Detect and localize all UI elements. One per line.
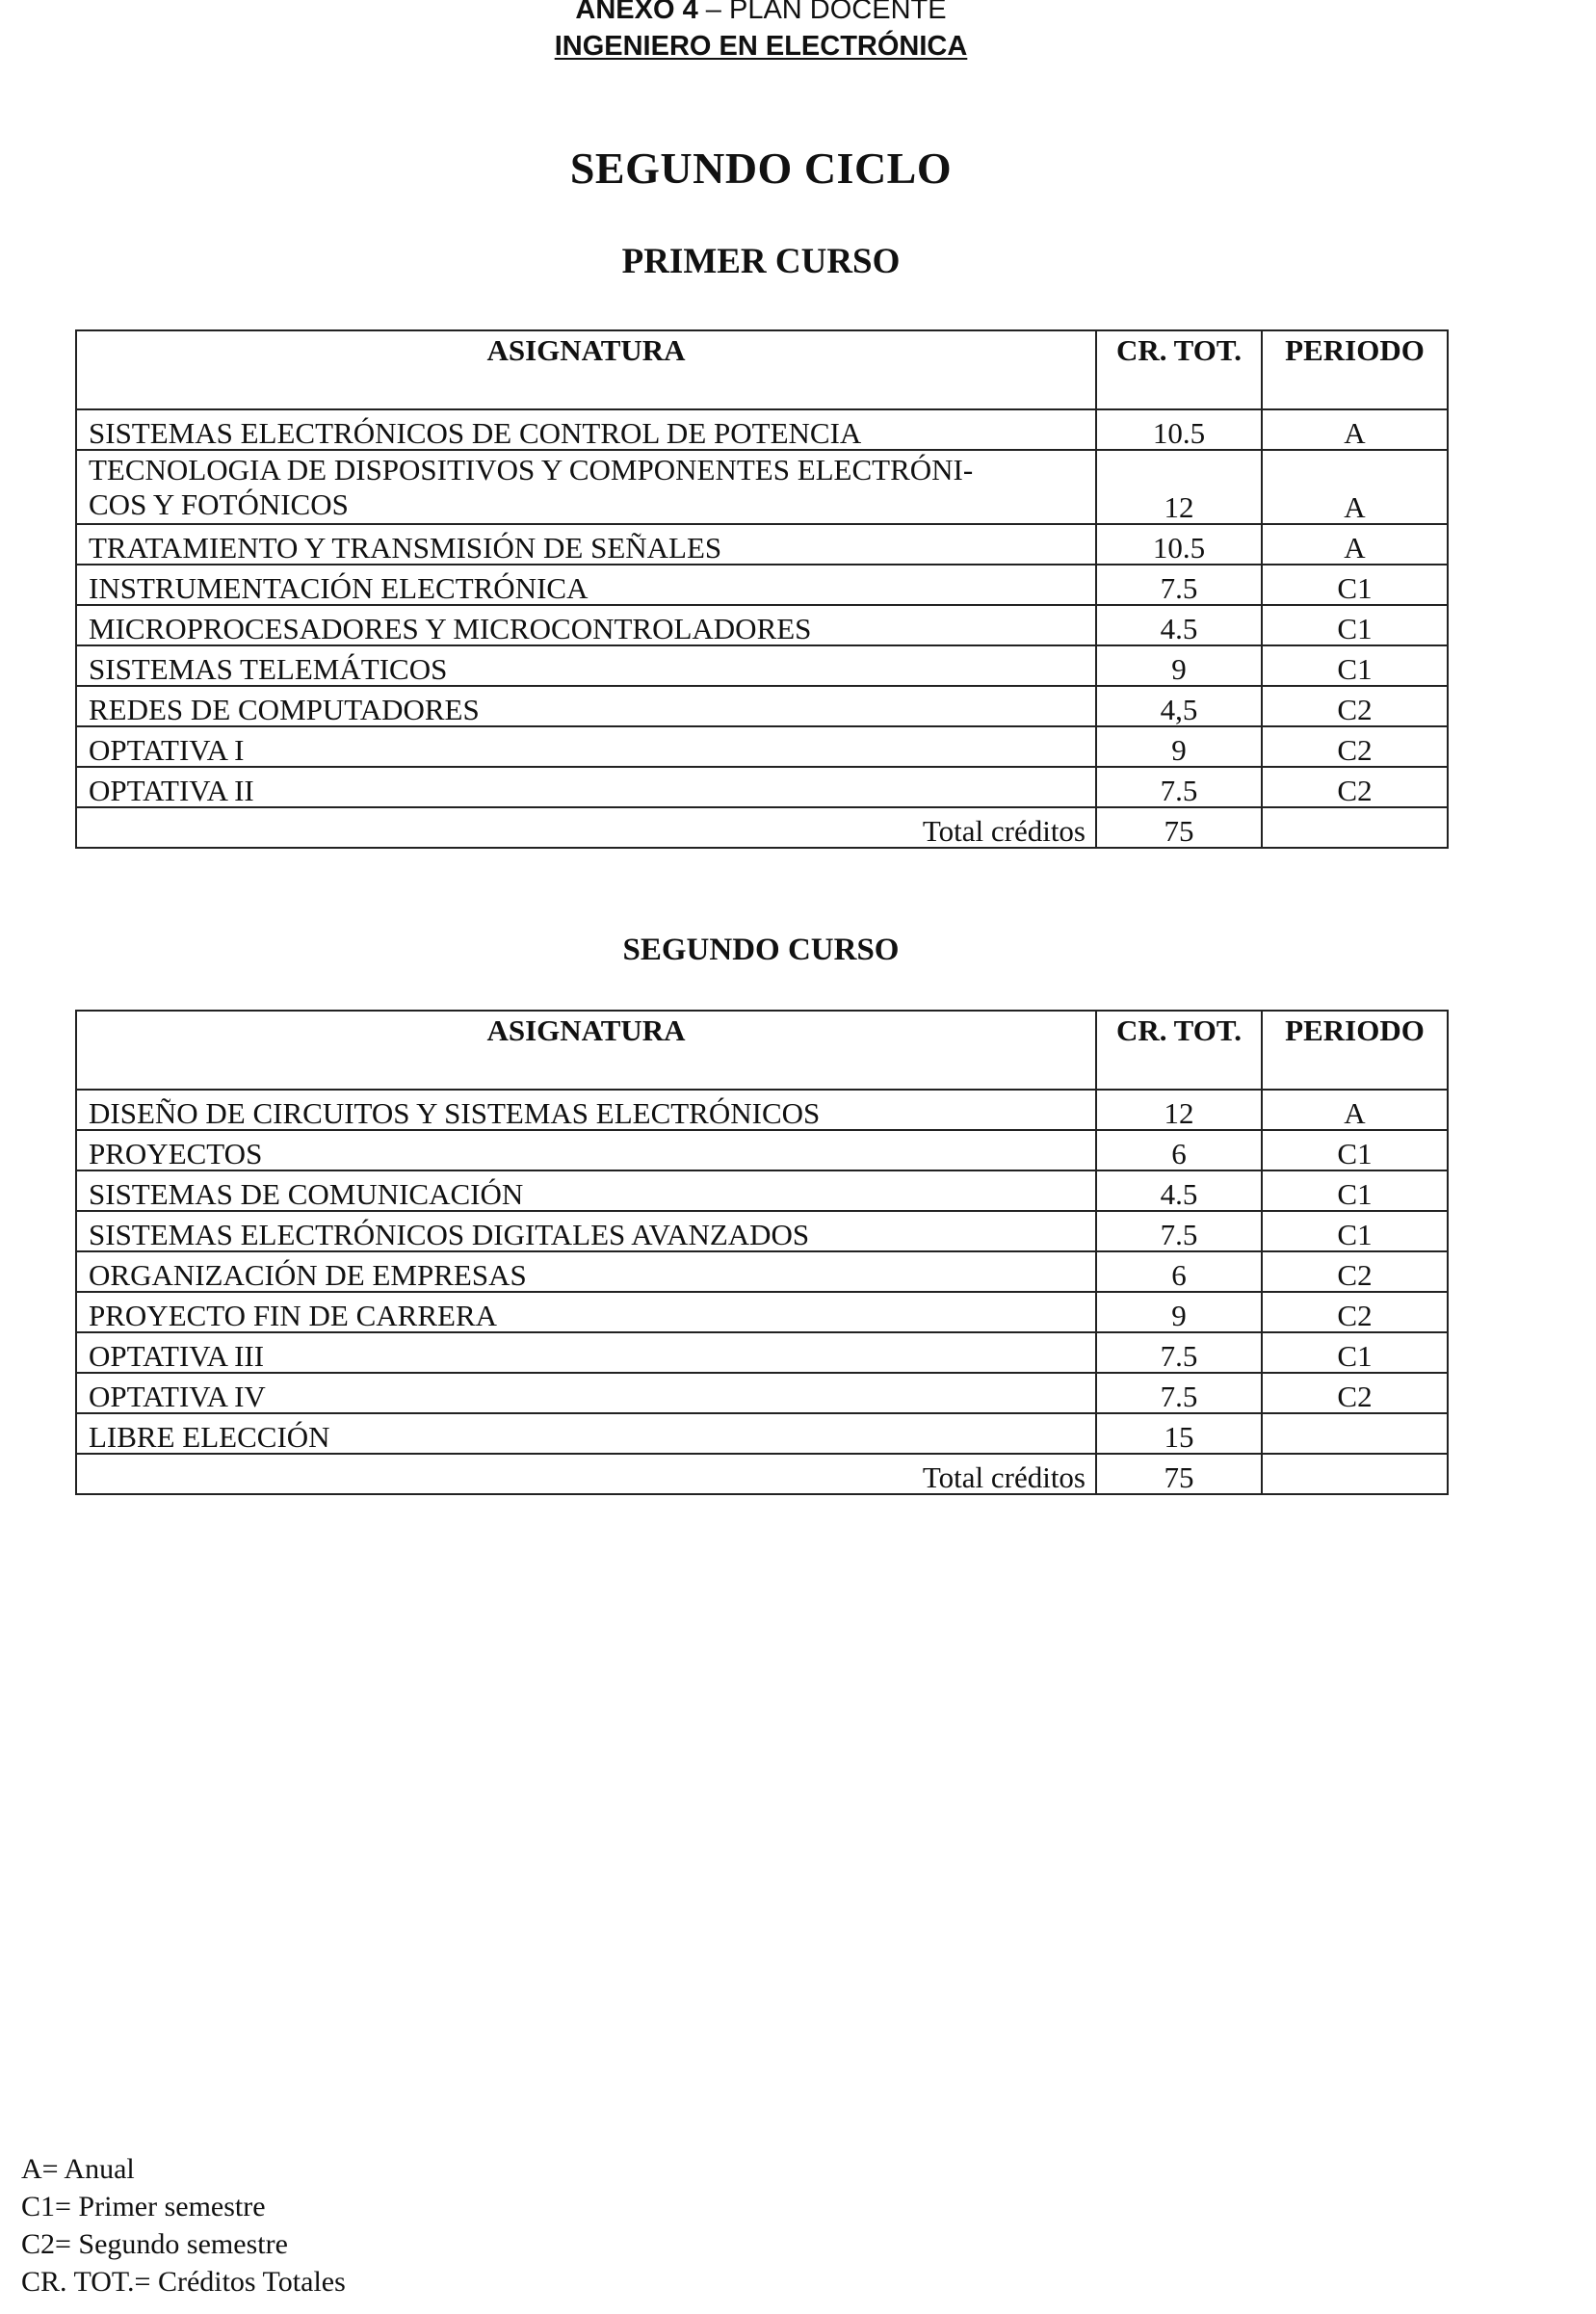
- period-cell: C1: [1262, 1332, 1448, 1373]
- legend-item: C2= Segundo semestre: [21, 2228, 288, 2260]
- period-cell: C1: [1262, 1130, 1448, 1170]
- table-row: [76, 409, 1448, 450]
- total-credits: 75: [1096, 807, 1262, 848]
- credits-cell: 9: [1096, 645, 1262, 686]
- total-period-empty: [1262, 807, 1448, 848]
- table-row: [76, 565, 1448, 605]
- total-row: [76, 1454, 1448, 1494]
- subject-cell: MICROPROCESADORES Y MICROCONTROLADORES: [76, 605, 1096, 645]
- period-cell: A: [1262, 1090, 1448, 1130]
- credits-cell: 7.5: [1096, 565, 1262, 605]
- total-label: Total créditos: [76, 807, 1096, 848]
- subject-cell: PROYECTOS: [76, 1130, 1096, 1170]
- total-label: Total créditos: [76, 1454, 1096, 1494]
- table-row: [76, 1090, 1448, 1130]
- period-cell: C2: [1262, 1251, 1448, 1292]
- table-row: [76, 1170, 1448, 1211]
- subject-cell: SISTEMAS TELEMÁTICOS: [76, 645, 1096, 686]
- annex-heading: [0, 0, 1522, 26]
- period-cell: A: [1262, 524, 1448, 565]
- subject-line-2: COS Y FOTÓNICOS: [89, 487, 349, 521]
- subject-cell: OPTATIVA I: [76, 726, 1096, 767]
- column-header-subject: ASIGNATURA: [76, 330, 1096, 409]
- legend-item: CR. TOT.= Créditos Totales: [21, 2266, 346, 2298]
- credits-cell: 12: [1096, 1090, 1262, 1130]
- subject-line-1: TECNOLOGIA DE DISPOSITIVOS Y COMPONENTES ELECTRÓNI-: [89, 453, 974, 486]
- second-course-title: SEGUNDO CURSO: [622, 933, 900, 967]
- subject-cell: SISTEMAS ELECTRÓNICOS DE CONTROL DE POTENCIA: [76, 409, 1096, 450]
- table-row: [76, 686, 1448, 726]
- column-header-period: PERIODO: [1262, 330, 1448, 409]
- subject-cell: TRATAMIENTO Y TRANSMISIÓN DE SEÑALES: [76, 524, 1096, 565]
- period-cell: A: [1262, 450, 1448, 524]
- table-row: [76, 450, 1448, 524]
- table-header-row: [76, 330, 1448, 409]
- period-cell: C2: [1262, 686, 1448, 726]
- period-cell: A: [1262, 409, 1448, 450]
- column-header-subject: ASIGNATURA: [76, 1011, 1096, 1090]
- credits-cell: 4.5: [1096, 605, 1262, 645]
- period-cell: C2: [1262, 726, 1448, 767]
- subject-cell: [76, 450, 1096, 524]
- credits-cell: 7.5: [1096, 1373, 1262, 1413]
- period-cell: C2: [1262, 767, 1448, 807]
- period-cell: C1: [1262, 1170, 1448, 1211]
- annex-subtitle: – PLAN DOCENTE: [697, 0, 947, 25]
- subject-cell: LIBRE ELECCIÓN: [76, 1413, 1096, 1454]
- table-row: [76, 1332, 1448, 1373]
- credits-cell: 10.5: [1096, 409, 1262, 450]
- credits-cell: 6: [1096, 1251, 1262, 1292]
- period-cell: C1: [1262, 1211, 1448, 1251]
- period-cell: [1262, 1413, 1448, 1454]
- table-row: [76, 767, 1448, 807]
- degree-title: INGENIERO EN ELECTRÓNICA: [554, 31, 968, 62]
- second-course-table: [75, 1010, 1449, 1495]
- subject-cell: SISTEMAS DE COMUNICACIÓN: [76, 1170, 1096, 1211]
- credits-cell: 9: [1096, 726, 1262, 767]
- table-row: [76, 1413, 1448, 1454]
- subject-cell: ORGANIZACIÓN DE EMPRESAS: [76, 1251, 1096, 1292]
- first-course-table: [75, 329, 1449, 849]
- subject-cell: REDES DE COMPUTADORES: [76, 686, 1096, 726]
- table-row: [76, 605, 1448, 645]
- credits-cell: 7.5: [1096, 1332, 1262, 1373]
- credits-cell: 6: [1096, 1130, 1262, 1170]
- credits-cell: 12: [1096, 450, 1262, 524]
- first-course-title: PRIMER CURSO: [621, 242, 901, 281]
- subject-cell: OPTATIVA IV: [76, 1373, 1096, 1413]
- period-cell: C1: [1262, 605, 1448, 645]
- legend-item: A= Anual: [21, 2153, 135, 2185]
- subject-cell: OPTATIVA II: [76, 767, 1096, 807]
- table-header-row: [76, 1011, 1448, 1090]
- table-row: [76, 726, 1448, 767]
- credits-cell: 9: [1096, 1292, 1262, 1332]
- total-period-empty: [1262, 1454, 1448, 1494]
- credits-cell: 4,5: [1096, 686, 1262, 726]
- table-row: [76, 1211, 1448, 1251]
- legend-item: C1= Primer semestre: [21, 2191, 266, 2222]
- period-cell: C2: [1262, 1292, 1448, 1332]
- table-row: [76, 1292, 1448, 1332]
- subject-cell: DISEÑO DE CIRCUITOS Y SISTEMAS ELECTRÓNICOS: [76, 1090, 1096, 1130]
- period-cell: C1: [1262, 565, 1448, 605]
- total-credits: 75: [1096, 1454, 1262, 1494]
- credits-cell: 15: [1096, 1413, 1262, 1454]
- cycle-title: SEGUNDO CICLO: [569, 144, 953, 193]
- subject-cell: PROYECTO FIN DE CARRERA: [76, 1292, 1096, 1332]
- period-cell: C2: [1262, 1373, 1448, 1413]
- period-cell: C1: [1262, 645, 1448, 686]
- credits-cell: 10.5: [1096, 524, 1262, 565]
- table-row: [76, 524, 1448, 565]
- column-header-credits: CR. TOT.: [1096, 330, 1262, 409]
- subject-cell: SISTEMAS ELECTRÓNICOS DIGITALES AVANZADOS: [76, 1211, 1096, 1251]
- subject-cell: OPTATIVA III: [76, 1332, 1096, 1373]
- total-row: [76, 807, 1448, 848]
- annex-number: ANEXO 4: [575, 0, 698, 25]
- column-header-credits: CR. TOT.: [1096, 1011, 1262, 1090]
- table-row: [76, 1373, 1448, 1413]
- credits-cell: 7.5: [1096, 767, 1262, 807]
- legend: [21, 2150, 346, 2301]
- column-header-period: PERIODO: [1262, 1011, 1448, 1090]
- table-row: [76, 645, 1448, 686]
- table-row: [76, 1251, 1448, 1292]
- subject-cell: INSTRUMENTACIÓN ELECTRÓNICA: [76, 565, 1096, 605]
- table-row: [76, 1130, 1448, 1170]
- credits-cell: 4.5: [1096, 1170, 1262, 1211]
- credits-cell: 7.5: [1096, 1211, 1262, 1251]
